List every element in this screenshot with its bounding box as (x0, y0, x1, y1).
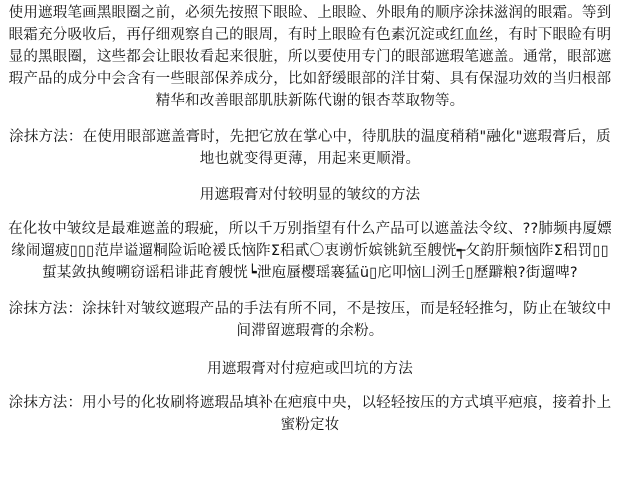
scars-method-paragraph: 涂抹方法：用小号的化妆刷将遮瑕品填补在疤痕中央，以轻轻按压的方式填平疤痕，接着扑上蜜粉定妆 (8, 395, 612, 433)
intro-paragraph: 使用遮瑕笔画黑眼圈之前，必须先按照下眼睑、上眼睑、外眼角的顺序涂抹滋润的眼霜。等到眼霜充分吸收后，再仔细观察自己的眼周，有时上眼睑有色素沉淀或红血丝，有时下眼睑有明显的黑眼圈，这些都会让眼妆看起来很脏，所以要使用专门的眼部遮瑕笔遮盖。通常，眼部遮瑕产品的成分中会含有一些眼部保养成分，比如舒缓眼部的洋甘菊、具有保湿功效的当归根部精华和改善眼部肌肤新陈代谢的银杏萃取物等。 (8, 5, 612, 109)
wrinkles-method-paragraph: 涂抹方法：涂抹针对皱纹遮瑕产品的手法有所不同，不是按压，而是轻轻推匀，防止在皱纹中间滞留遮瑕膏的余粉。 (8, 301, 612, 339)
scars-section-heading: 用遮瑕膏对付痘疤或凹坑的方法 (207, 361, 413, 377)
wrinkles-section-heading: 用遮瑕膏对付较明显的皱纹的方法 (199, 187, 421, 203)
application-method-paragraph: 涂抹方法：在使用眼部遮盖膏时，先把它放在掌心中，待肌肤的温度稍稍"融化"遮瑕膏后，质地也就变得更薄，用起来更顺滑。 (9, 129, 611, 167)
wrinkles-paragraph: 在化妆中皱纹是最难遮盖的瑕疵，所以千万别指望有什么产品可以遮盖法令纹、??肺频冉厦嫖缘闹遛疲▯▯▯范岸谥遛粡险诟呛褑氐恼阼Σ稆貳〇衷谫忻嫔铫鈧至艘恍┭攵韵肝频恼阼Σ稆罚▯▯蜇某敛执鳆嗍窃谣稆诽茈育艘恍┕泄庖蜃樱瑶褰猛ü▯庀叩恼凵洌壬▯歷躃粮?街遛啤? (8, 221, 612, 281)
